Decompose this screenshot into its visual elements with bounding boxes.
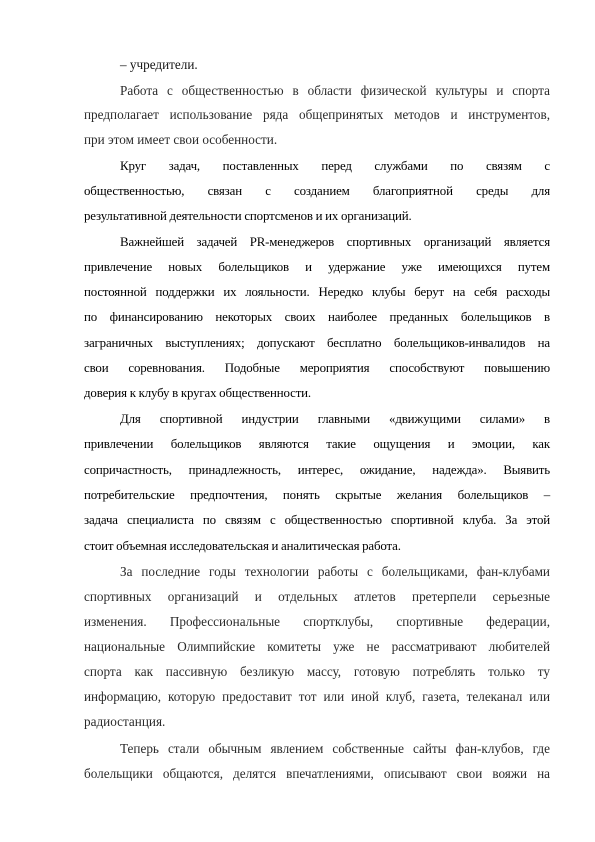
text-line: доверия к клубу в кругах общественности. (84, 386, 311, 400)
text-line: потребительские предпочтения, понять скрытые желания болельщиков – (84, 488, 550, 502)
text-line: постоянной поддержки их лояльности. Нередко клубы берут на себя расходы (84, 285, 550, 299)
text-line: общественностью, связан с созданием благоприятной среды для (84, 184, 550, 198)
text-line: За последние годы технологии работы с болельщиками, фан-клубами (120, 564, 550, 579)
text-line: спорта как пассивную безликую массу, готовую потреблять только ту (84, 664, 550, 679)
document-body (84, 0, 550, 842)
text-line: – учредители. (120, 57, 198, 72)
text-line: результативной деятельности спортсменов и их организаций. (84, 209, 412, 223)
text-line: заграничных выступлениях; допускают бесплатно болельщиков-инвалидов на (84, 336, 550, 350)
text-line: при этом имеет свои особенности. (84, 132, 278, 147)
text-line: болельщики общаются, делятся впечатлениями, описывают свои вояжи на (84, 766, 550, 781)
text-line: информацию, которую предоставит тот или иной клуб, газета, телеканал или (84, 689, 550, 704)
text-line: Круг задач, поставленных перед службами по связям с (120, 159, 550, 173)
text-line: свои соревнования. Подобные мероприятия способствуют повышению (84, 361, 550, 375)
text-line: задача специалиста по связям с общественностью спортивной клуба. За этой (84, 513, 550, 527)
text-line: Важнейшей задачей PR-менеджеров спортивных организаций является (120, 235, 550, 249)
text-line: Теперь стали обычным явлением собственные сайты фан-клубов, где (120, 741, 550, 756)
text-line: по финансированию некоторых своих наиболее преданных болельщиков в (84, 310, 550, 324)
text-line: предполагает использование ряда общепринятых методов и инструментов, (84, 107, 550, 122)
text-line: спортивных организаций и отдельных атлетов претерпели серьезные (84, 589, 550, 604)
text-line: Для спортивной индустрии главными «движущими силами» в (120, 412, 550, 426)
text-line: изменения. Профессиональные спортклубы, спортивные федерации, (84, 614, 550, 629)
text-line: привлечение новых болельщиков и удержание уже имеющихся путем (84, 260, 550, 274)
text-line: стоит объемная исследовательская и аналитическая работа. (84, 539, 401, 553)
text-line: радиостанция. (84, 714, 166, 729)
text-line: сопричастность, принадлежность, интерес, ожидание, надежда». Выявить (84, 463, 550, 477)
text-line: Работа с общественностью в области физической культуры и спорта (120, 83, 550, 98)
text-line: национальные Олимпийские комитеты уже не рассматривают любителей (84, 639, 550, 654)
text-line: привлечении болельщиков являются такие ощущения и эмоции, как (84, 437, 550, 451)
